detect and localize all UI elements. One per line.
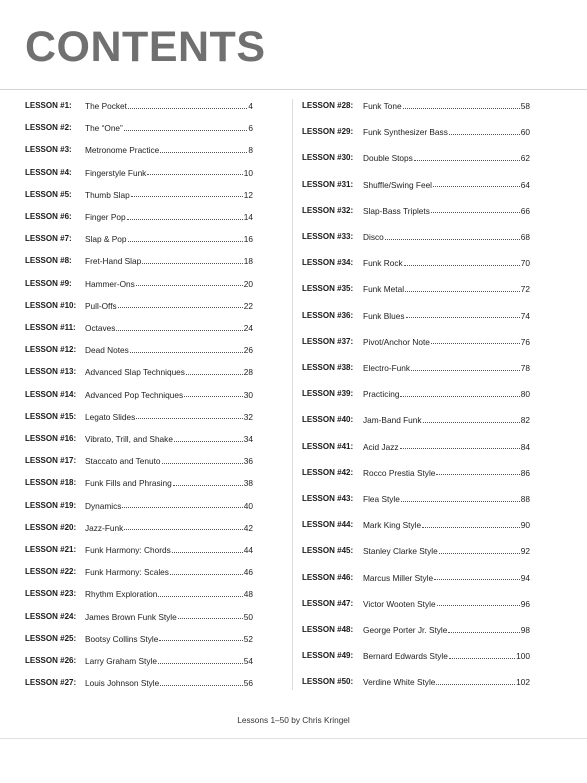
lesson-number: LESSON #50: (302, 677, 354, 687)
lesson-title: Double Stops (363, 153, 413, 164)
dot-leader (170, 574, 243, 575)
page-number: 74 (520, 310, 530, 321)
page-number: 94 (520, 572, 530, 583)
page-number: 22 (243, 300, 253, 311)
page-number: 34 (243, 434, 253, 444)
page-number: 98 (520, 625, 530, 635)
dot-leader (437, 605, 520, 606)
page-number: 38 (243, 478, 253, 489)
page-number: 66 (520, 205, 530, 216)
dot-leader (147, 174, 242, 175)
page-number: 56 (243, 678, 253, 689)
lesson-number: LESSON #21: (25, 545, 77, 554)
dot-leader (128, 108, 247, 109)
dot-leader (186, 374, 243, 375)
toc-entry (302, 648, 530, 664)
lesson-number: LESSON #19: (25, 500, 77, 510)
lesson-title: Metronome Practice (85, 145, 160, 156)
dot-leader (184, 396, 243, 397)
dot-leader (116, 330, 242, 331)
page-number: 100 (516, 651, 530, 662)
lesson-number: LESSON #18: (25, 478, 77, 488)
toc-entry (302, 543, 530, 559)
toc-entry (302, 674, 530, 690)
footer-divider (0, 738, 587, 739)
lesson-number: LESSON #15: (25, 411, 77, 421)
dot-leader (400, 448, 520, 449)
lesson-title: Legato Slides (85, 411, 136, 422)
lesson-number: LESSON #41: (302, 441, 354, 451)
page-number: 54 (243, 656, 253, 666)
toc-entry (302, 308, 530, 324)
page-number: 48 (243, 589, 253, 600)
page-number: 46 (243, 567, 253, 578)
lesson-number: LESSON #45: (302, 546, 354, 556)
lesson-number: LESSON #29: (302, 127, 354, 137)
page-number: 18 (243, 256, 253, 267)
toc-entry (25, 298, 253, 314)
toc-entry (25, 165, 253, 181)
lesson-title: Bernard Edwards Style (363, 651, 448, 662)
lesson-number: LESSON #12: (25, 345, 77, 355)
toc-entry (302, 203, 530, 219)
page-number: 84 (520, 441, 530, 452)
lesson-title: Dynamics (85, 500, 122, 511)
lesson-title: Staccato and Tenuto (85, 456, 161, 467)
page-number: 102 (516, 677, 530, 688)
toc-entry (25, 431, 253, 447)
dot-leader (128, 241, 243, 242)
toc-entry (302, 491, 530, 507)
lesson-number: LESSON #4: (25, 167, 72, 177)
lesson-number: LESSON #23: (25, 589, 77, 599)
author-credit: Lessons 1–50 by Chris Kringel (237, 715, 350, 725)
toc-entry (25, 253, 253, 269)
toc-entry (302, 360, 530, 376)
page-number: 30 (243, 389, 253, 400)
lesson-title: Shuffle/Swing Feel (363, 179, 433, 190)
dot-leader (448, 632, 519, 633)
lesson-number: LESSON #38: (302, 363, 354, 372)
lesson-number: LESSON #24: (25, 611, 77, 621)
lesson-number: LESSON #3: (25, 145, 72, 155)
lesson-number: LESSON #36: (302, 310, 354, 320)
toc-entry (25, 631, 253, 647)
lesson-number: LESSON #37: (302, 336, 354, 346)
dot-leader (385, 239, 520, 240)
toc-entry (302, 596, 530, 612)
page-number: 58 (520, 101, 530, 111)
page-number: 24 (243, 323, 253, 333)
dot-leader (124, 529, 242, 530)
page-number: 28 (243, 367, 253, 378)
lesson-number: LESSON #11: (25, 323, 76, 332)
page-number: 92 (520, 546, 530, 557)
lesson-title: Fret-Hand Slap (85, 256, 142, 267)
toc-entry (25, 98, 253, 114)
page-number: 32 (243, 411, 253, 422)
dot-leader (130, 352, 243, 353)
dot-leader (401, 501, 520, 502)
dot-leader (174, 441, 243, 442)
page-number: 96 (520, 598, 530, 609)
lesson-number: LESSON #25: (25, 633, 77, 643)
lesson-title: Louis Johnson Style (85, 678, 160, 689)
lesson-number: LESSON #47: (302, 598, 354, 608)
lesson-title: Advanced Pop Techniques (85, 389, 184, 400)
page-number: 44 (243, 545, 253, 555)
lesson-title: The “One” (85, 123, 123, 134)
lesson-title: Jam-Band Funk (363, 415, 422, 426)
page-number: 62 (520, 153, 530, 164)
dot-leader (449, 658, 515, 659)
dot-leader (172, 552, 243, 553)
dot-leader (423, 422, 520, 423)
lesson-number: LESSON #44: (302, 520, 354, 530)
lesson-number: LESSON #9: (25, 278, 72, 288)
lesson-number: LESSON #31: (302, 179, 354, 189)
dot-leader (431, 212, 520, 213)
lesson-number: LESSON #16: (25, 434, 77, 443)
lesson-title: Larry Graham Style (85, 656, 157, 666)
column-divider (292, 99, 293, 690)
toc-entry (302, 412, 530, 428)
lesson-title: Flea Style (363, 494, 400, 504)
lesson-number: LESSON #34: (302, 258, 354, 268)
toc-entry (25, 342, 253, 358)
lesson-title: Vibrato, Trill, and Shake (85, 434, 173, 444)
dot-leader (422, 527, 520, 528)
dot-leader (439, 553, 520, 554)
lesson-title: Octaves (85, 323, 116, 333)
toc-entry (25, 520, 253, 536)
toc-entry (302, 124, 530, 140)
lesson-title: Mark King Style (363, 520, 422, 531)
lesson-title: Funk Blues (363, 310, 405, 321)
toc-entry (25, 409, 253, 425)
page-number: 36 (243, 456, 253, 467)
lesson-title: George Porter Jr. Style (363, 625, 448, 635)
page-number: 4 (248, 101, 253, 111)
lesson-number: LESSON #2: (25, 123, 72, 133)
page-number: 68 (520, 232, 530, 242)
lesson-title: Pivot/Anchor Note (363, 336, 430, 347)
dot-leader (158, 663, 243, 664)
toc-entry (302, 255, 530, 271)
lesson-number: LESSON #48: (302, 625, 354, 634)
toc-entry (25, 609, 253, 625)
lesson-number: LESSON #8: (25, 256, 72, 266)
dot-leader (433, 186, 520, 187)
lesson-number: LESSON #1: (25, 101, 72, 110)
toc-entry (302, 517, 530, 533)
page-number: 70 (520, 258, 530, 269)
page-number: 16 (243, 234, 253, 245)
toc-entry (25, 542, 253, 558)
dot-leader (178, 618, 243, 619)
lesson-number: LESSON #35: (302, 284, 354, 294)
page-number: 78 (520, 363, 530, 373)
lesson-title: Finger Pop (85, 212, 126, 222)
lesson-title: Verdine White Style (363, 677, 436, 688)
lesson-number: LESSON #39: (302, 389, 354, 399)
lesson-title: Marcus Miller Style (363, 572, 434, 583)
dot-leader (159, 640, 242, 641)
page-number: 88 (520, 494, 530, 504)
lesson-title: The Pocket (85, 101, 127, 111)
dot-leader (414, 160, 520, 161)
lesson-title: Slap-Bass Triplets (363, 205, 430, 216)
lesson-title: Stanley Clarke Style (363, 546, 438, 557)
toc-entry (25, 498, 253, 514)
lesson-number: LESSON #13: (25, 367, 77, 377)
dot-leader (434, 579, 520, 580)
page-title: CONTENTS (25, 23, 266, 71)
lesson-number: LESSON #49: (302, 651, 354, 661)
toc-entry (25, 675, 253, 691)
page-number: 12 (243, 189, 253, 200)
dot-leader (404, 265, 520, 266)
dot-leader (406, 317, 520, 318)
page-number: 76 (520, 336, 530, 347)
lesson-number: LESSON #42: (302, 467, 354, 477)
toc-entry (302, 334, 530, 350)
toc-entry (302, 386, 530, 402)
dot-leader (122, 507, 242, 508)
dot-leader (436, 474, 519, 475)
page-number: 26 (243, 345, 253, 356)
page-number: 14 (243, 212, 253, 222)
lesson-title: James Brown Funk Style (85, 611, 177, 622)
lesson-number: LESSON #46: (302, 572, 354, 582)
page-number: 72 (520, 284, 530, 295)
dot-leader (411, 370, 520, 371)
lesson-number: LESSON #33: (302, 232, 354, 241)
lesson-title: Fingerstyle Funk (85, 167, 147, 178)
lesson-title: Acid Jazz (363, 441, 399, 452)
lesson-title: Bootsy Collins Style (85, 633, 159, 644)
lesson-number: LESSON #26: (25, 656, 77, 665)
toc-entry (302, 465, 530, 481)
lesson-title: Funk Rock (363, 258, 403, 269)
toc-entry (302, 281, 530, 297)
toc-entry (25, 564, 253, 580)
page-number: 52 (243, 633, 253, 644)
dot-leader (400, 396, 519, 397)
lesson-number: LESSON #5: (25, 189, 72, 199)
lesson-number: LESSON #32: (302, 205, 354, 215)
toc-entry (25, 653, 253, 669)
lesson-number: LESSON #6: (25, 212, 72, 221)
dot-leader (160, 152, 247, 153)
page-number: 6 (248, 123, 253, 134)
dot-leader (403, 108, 520, 109)
dot-leader (436, 684, 515, 685)
toc-entry (302, 570, 530, 586)
lesson-number: LESSON #14: (25, 389, 77, 399)
toc-entry (25, 475, 253, 491)
lesson-number: LESSON #20: (25, 522, 77, 532)
toc-entry (25, 209, 253, 225)
toc-entry (302, 439, 530, 455)
toc-entry (302, 177, 530, 193)
page-number: 64 (520, 179, 530, 190)
dot-leader (158, 596, 242, 597)
toc-entry (25, 142, 253, 158)
page-number: 8 (248, 145, 253, 156)
dot-leader (449, 134, 520, 135)
dot-leader (405, 291, 520, 292)
dot-leader (118, 307, 243, 308)
page-number: 60 (520, 127, 530, 138)
lesson-title: Disco (363, 232, 384, 242)
lesson-title: Dead Notes (85, 345, 129, 356)
toc-entry (25, 231, 253, 247)
page-number: 40 (243, 500, 253, 511)
lesson-title: Rocco Prestia Style (363, 467, 436, 478)
toc-entry (25, 586, 253, 602)
lesson-number: LESSON #27: (25, 678, 77, 688)
toc-entry (25, 364, 253, 380)
lesson-title: Slap & Pop (85, 234, 127, 245)
lesson-title: Funk Tone (363, 101, 402, 111)
lesson-title: Funk Fills and Phrasing (85, 478, 172, 489)
lesson-number: LESSON #28: (302, 101, 354, 110)
lesson-title: Thumb Slap (85, 189, 130, 200)
lesson-title: Funk Harmony: Chords (85, 545, 171, 555)
toc-entry (25, 187, 253, 203)
lesson-number: LESSON #7: (25, 234, 72, 244)
dot-leader (431, 343, 520, 344)
toc-entry (302, 229, 530, 245)
toc-entry (25, 453, 253, 469)
page-number: 10 (243, 167, 253, 178)
lesson-title: Rhythm Exploration (85, 589, 158, 600)
page-number: 90 (520, 520, 530, 531)
dot-leader (124, 130, 248, 131)
dot-leader (142, 263, 243, 264)
lesson-number: LESSON #43: (302, 494, 354, 503)
dot-leader (136, 285, 243, 286)
dot-leader (160, 685, 243, 686)
lesson-title: Funk Harmony: Scales (85, 567, 169, 578)
lesson-title: Victor Wooten Style (363, 598, 436, 609)
lesson-number: LESSON #10: (25, 300, 77, 310)
lesson-title: Pull-Offs (85, 300, 117, 311)
page-number: 20 (243, 278, 253, 289)
page-number: 82 (520, 415, 530, 426)
lesson-title: Electro-Funk (363, 363, 411, 373)
lesson-number: LESSON #17: (25, 456, 77, 466)
toc-entry (25, 120, 253, 136)
page-number: 86 (520, 467, 530, 478)
toc-entry (302, 150, 530, 166)
page-number: 50 (243, 611, 253, 622)
dot-leader (173, 485, 243, 486)
lesson-title: Advanced Slap Techniques (85, 367, 185, 378)
lesson-title: Hammer-Ons (85, 278, 135, 289)
page-number: 80 (520, 389, 530, 400)
lesson-title: Funk Synthesizer Bass (363, 127, 448, 138)
dot-leader (162, 463, 243, 464)
toc-entry (302, 622, 530, 638)
lesson-number: LESSON #30: (302, 153, 354, 163)
lesson-title: Funk Metal (363, 284, 405, 295)
toc-entry (25, 387, 253, 403)
toc-entry (302, 98, 530, 114)
toc-entry (25, 276, 253, 292)
dot-leader (131, 196, 243, 197)
lesson-number: LESSON #22: (25, 567, 77, 577)
header-divider (0, 89, 587, 90)
lesson-title: Jazz-Funk (85, 522, 124, 533)
lesson-title: Practicing (363, 389, 400, 400)
dot-leader (127, 219, 243, 220)
lesson-number: LESSON #40: (302, 415, 354, 425)
dot-leader (136, 418, 242, 419)
page-number: 42 (243, 522, 253, 533)
toc-entry (25, 320, 253, 336)
